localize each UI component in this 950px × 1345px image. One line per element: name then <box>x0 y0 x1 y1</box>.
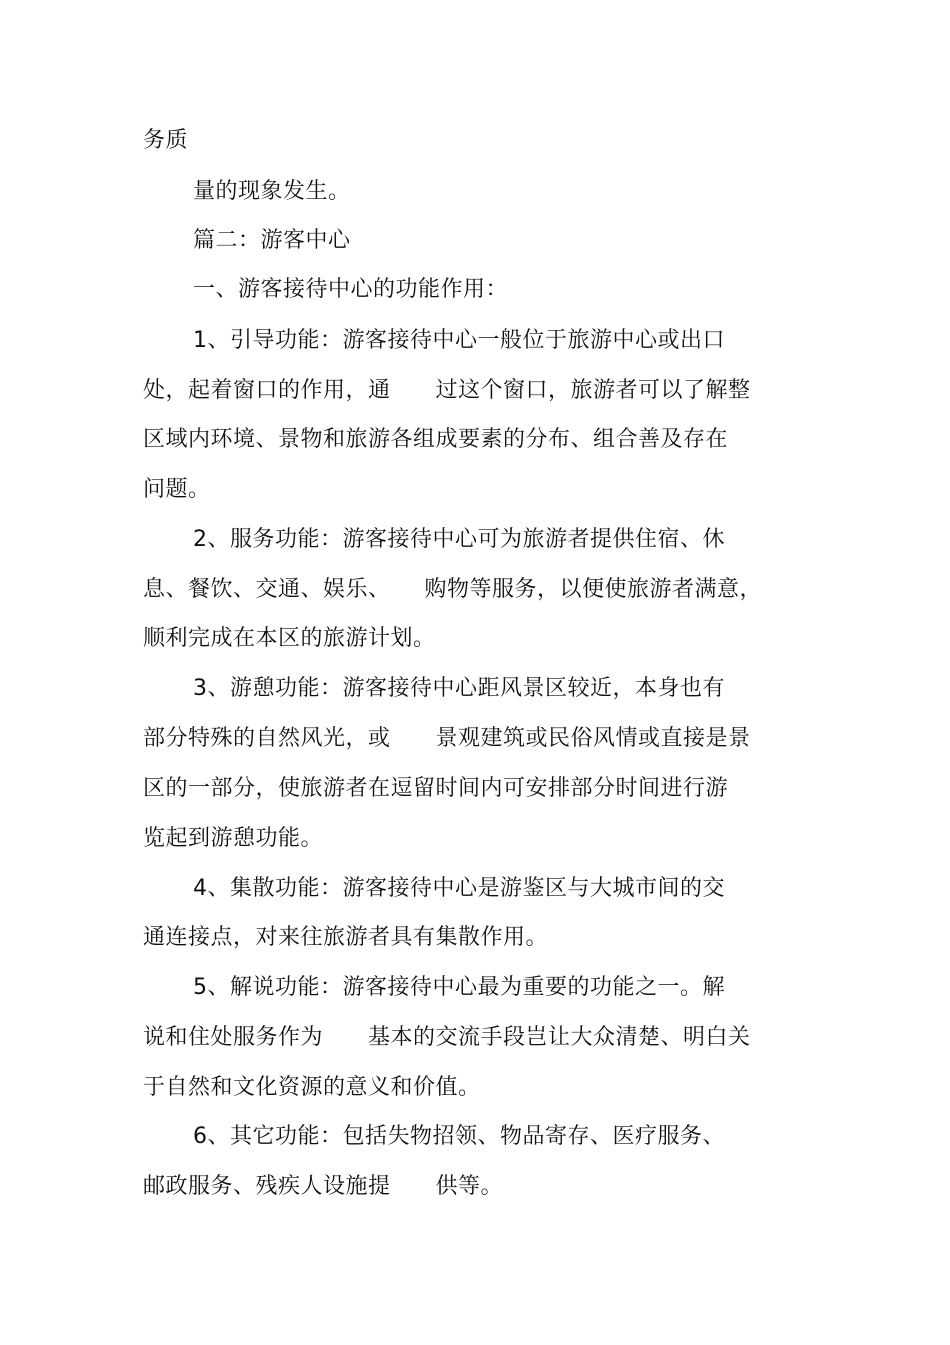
text-line: 4、集散功能：游客接待中心是游鉴区与大城市间的交 <box>193 876 725 901</box>
text-line: 1、引导功能：游客接待中心一般位于旅游中心或出口 <box>193 328 725 353</box>
text-line: 6、其它功能：包括失物招领、物品寄存、医疗服务、 <box>193 1124 725 1149</box>
text-line: 3、游憩功能：游客接待中心距风景区较近，本身也有 <box>193 676 725 701</box>
subsection-heading: 一、游客接待中心的功能作用： <box>193 277 509 302</box>
text-line: 问题。 <box>143 477 211 502</box>
text-line: 量的现象发生。 <box>193 179 351 204</box>
text-line: 5、解说功能：游客接待中心最为重要的功能之一。解 <box>193 975 725 1000</box>
text-line: 部分特殊的自然风光，或 景观建筑或民俗风情或直接是景 <box>143 726 751 751</box>
text-line: 顺利完成在本区的旅游计划。 <box>143 626 436 651</box>
text-line: 览起到游憩功能。 <box>143 826 324 851</box>
text-line: 邮政服务、残疾人设施提 供等。 <box>143 1174 504 1199</box>
section-heading: 篇二：游客中心 <box>193 228 351 253</box>
text-line: 通连接点，对来往旅游者具有集散作用。 <box>143 925 549 950</box>
text-line: 务质 <box>143 128 189 153</box>
text-line: 区的一部分，使旅游者在逗留时间内可安排部分时间进行游 <box>143 776 729 801</box>
text-line: 说和住处服务作为 基本的交流手段岂让大众清楚、明白关 <box>143 1025 751 1050</box>
text-line: 2、服务功能：游客接待中心可为旅游者提供住宿、休 <box>193 527 725 552</box>
text-line: 于自然和文化资源的意义和价值。 <box>143 1075 481 1100</box>
text-line: 息、餐饮、交通、娱乐、 购物等服务，以便使旅游者满意， <box>143 577 763 602</box>
text-line: 区域内环境、景物和旅游各组成要素的分布、组合善及存在 <box>143 427 729 452</box>
text-line: 处，起着窗口的作用，通 过这个窗口，旅游者可以了解整 <box>143 378 751 403</box>
